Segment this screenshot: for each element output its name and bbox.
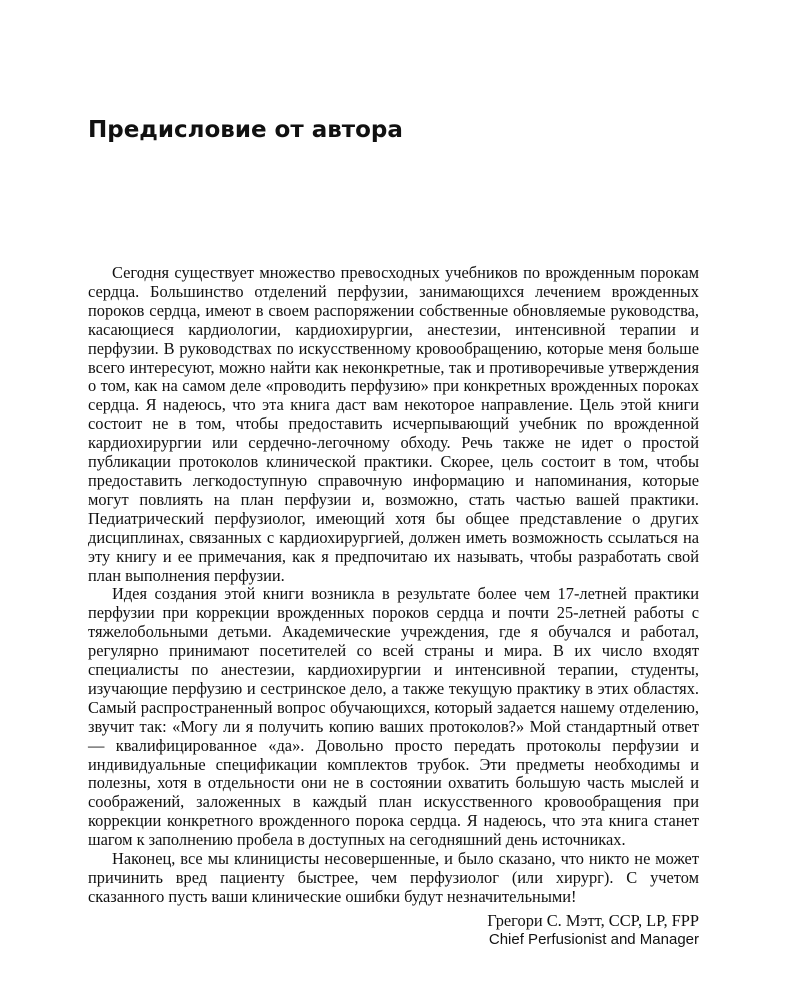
author-role: Chief Perfusionist and Manager — [488, 931, 699, 948]
preface-text — [88, 264, 699, 907]
author-name: Грегори С. Мэтт, CCP, LP, FPP — [487, 911, 699, 930]
paragraph-1: Сегодня существует множество превосходных учебников по врожденным порокам сердца. Большинство отделений перфузии, занимающихся лечением врожденных пороков сердца, имеют в своем распоряжении собственные обновляемые руководства, касающиеся кардиологии, кардиохирургии, анестезии, интенсивной терапии и перфузии. В руководствах по искусственному кровообращению, которые меня больше всего интересуют, можно найти как неконкретные, так и противоречивые утверждения о том, как на самом деле «проводить перфузию» при конкретных врожденных пороках сердца. Я надеюсь, что эта книга даст вам некоторое направление. Цель этой книги состоит не в том, чтобы предоставить исчерпывающий учебник по врожденной кардиохирургии или сердечно-легочному обходу. Речь также не идет о простой публикации протоколов клинической практики. Скорее, цель состоит в том, чтобы предоставить легкодоступную справочную информацию и напоминания, которые могут повлиять на план перфузии и, возможно, стать частью вашей практики. Педиатрический перфузиолог, имеющий хотя бы общее представление о других дисциплинах, связанных с кардиохирургией, должен иметь возможность ссылаться на эту книгу и ее примечания, как я предпочитаю их называть, чтобы разработать свой план выполнения перфузии. — [88, 263, 699, 585]
paragraph-2: Идея создания этой книги возникла в результате более чем 17-летней практики перфузии при коррекции врожденных пороков сердца и почти 25-летней работы с тяжелобольными детьми. Академические учреждения, где я обучался и работал, регулярно принимают посетителей со всей страны и мира. В их число входят специалисты по анестезии, кардиохирургии и интенсивной терапии, студенты, изучающие перфузию и сестринское дело, а также текущую практику в этих областях. Самый распространенный вопрос обучающихся, который задается нашему отделению, звучит так: «Могу ли я получить копию ваших протоколов?» Мой стандартный ответ — квалифицированное «да». Довольно просто передать протоколы перфузии и индивидуальные спецификации комплектов трубок. Эти предметы необходимы и полезны, хотя в отдельности они не в состоянии охватить большую часть мыслей и соображений, заложенных в каждый план искусственного кровообращения при коррекции конкретного врожденного порока сердца. Я надеюсь, что эта книга станет шагом к заполнению пробела в доступных на сегодняшний день источниках. — [88, 584, 699, 850]
page-title: Предисловие от автора — [88, 117, 403, 143]
author-signature — [487, 911, 699, 949]
paragraph-3: Наконец, все мы клиницисты несовершенные, и было сказано, что никто не может причинить вред пациенту быстрее, чем перфузиолог (или хирург). С учетом сказанного пусть ваши клинические ошибки будут незначительными! — [88, 849, 699, 906]
